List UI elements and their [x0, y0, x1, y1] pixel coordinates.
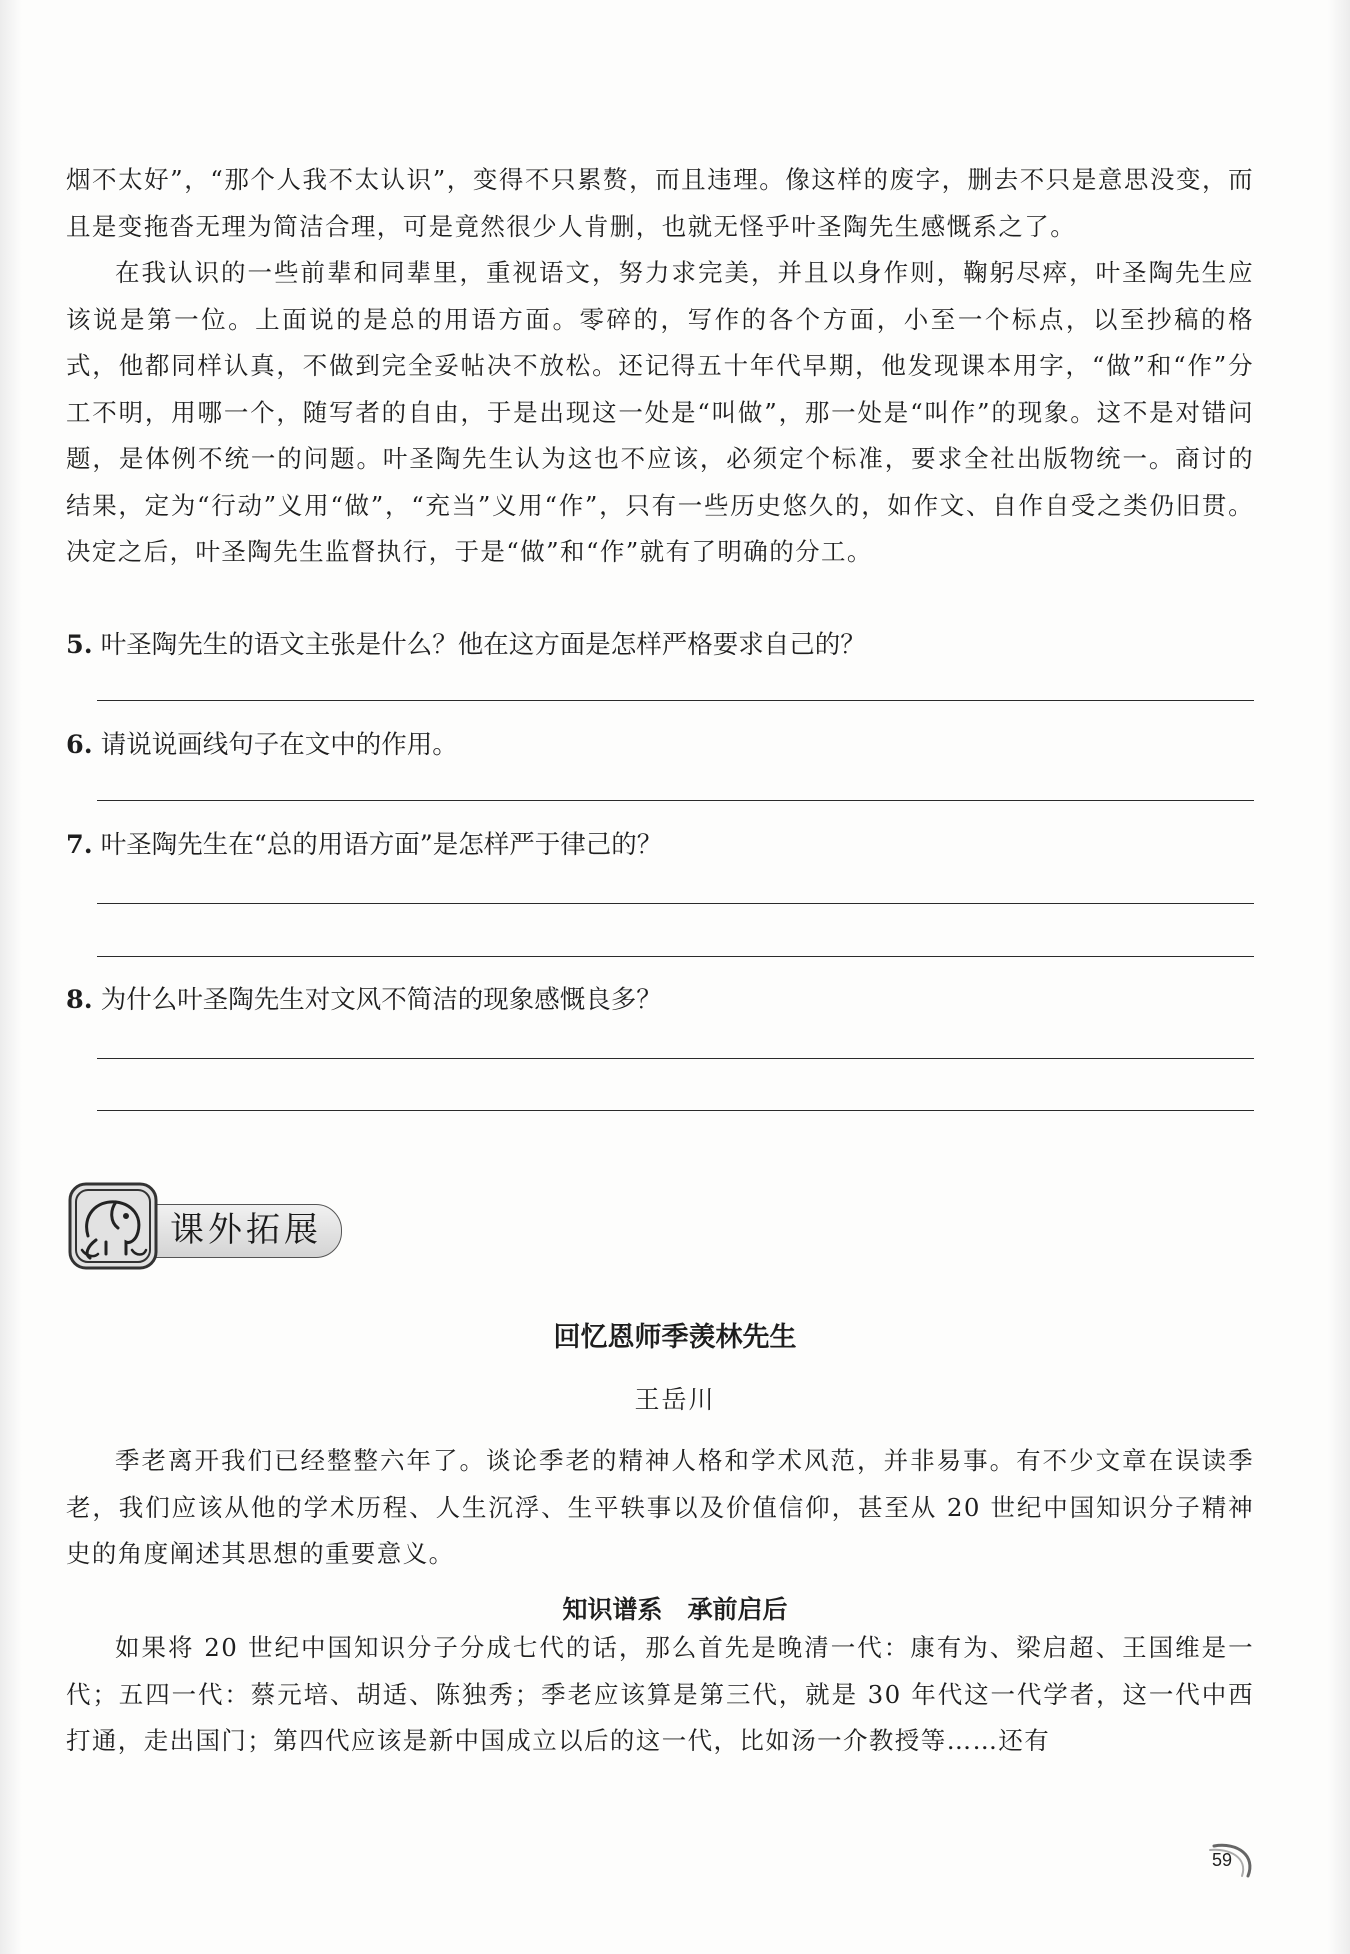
elephant-icon	[66, 1180, 160, 1272]
question-number: 7.	[66, 830, 93, 860]
section-badge	[66, 1180, 346, 1272]
question-5	[66, 628, 1266, 662]
page-edge-shadow-left	[0, 0, 22, 1954]
question-text: 叶圣陶先生在“总的用语方面”是怎样严于律己的？	[100, 830, 663, 860]
answer-line[interactable]	[97, 700, 1254, 701]
page-number	[1208, 1840, 1258, 1880]
section-badge-label: 课外拓展	[170, 1210, 322, 1250]
article-author: 王岳川	[634, 1385, 716, 1414]
question-number: 6.	[66, 730, 93, 760]
article-intro-paragraph: 季老离开我们已经整整六年了。谈论季老的精神人格和学术风范，并非易事。有不少文章在误读季老，我们应该从他的学术历程、人生沉浮、生平轶事以及价值信仰，甚至从 20 世纪中国知识分子精神史的角度阐述其思想的重要意义。	[66, 1446, 1254, 1568]
answer-line[interactable]	[97, 903, 1254, 904]
question-6	[66, 728, 1266, 762]
article-title: 回忆恩师季羡林先生	[553, 1322, 797, 1353]
article-body-paragraph: 如果将 20 世纪中国知识分子分成七代的话，那么首先是晚清一代：康有为、梁启超、王国维是一代；五四一代：蔡元培、胡适、陈独秀；季老应该算是第三代，就是 30 年代这一代学者，这一代中西打通，走出国门；第四代应该是新中国成立以后的这一代，比如汤一介教授等……还有	[66, 1633, 1254, 1755]
question-7	[66, 828, 1266, 862]
reading-paragraph-continued: 烟不太好”，“那个人我不太认识”，变得不只累赘，而且违理。像这样的废字，删去不只是意思没变，而且是变拖沓无理为简洁合理，可是竟然很少人肯删，也就无怪乎叶圣陶先生感慨系之了。	[66, 165, 1254, 241]
answer-line[interactable]	[97, 800, 1254, 801]
question-number: 8.	[66, 985, 93, 1015]
reading-paragraph: 在我认识的一些前辈和同辈里，重视语文，努力求完美，并且以身作则，鞠躬尽瘁，叶圣陶先生应该说是第一位。上面说的是总的用语方面。零碎的，写作的各个方面，小至一个标点，以至抄稿的格式，他都同样认真，不做到完全妥帖决不放松。还记得五十年代早期，他发现课本用字，“做”和“作”分工不明，用哪一个，随写者的自由，于是出现这一处是“叫做”，那一处是“叫作”的现象。这不是对错问题，是体例不统一的问题。叶圣陶先生认为这也不应该，必须定个标准，要求全社出版物统一。商讨的结果，定为“行动”义用“做”，“充当”义用“作”，只有一些历史悠久的，如作文、自作自受之类仍旧贯。决定之后，叶圣陶先生监督执行，于是“做”和“作”就有了明确的分工。	[66, 258, 1254, 566]
question-8	[66, 983, 1266, 1017]
answer-line[interactable]	[97, 956, 1254, 957]
article-subheading: 知识谱系 承前启后	[562, 1595, 788, 1624]
answer-line[interactable]	[97, 1110, 1254, 1111]
question-number: 5.	[66, 630, 93, 660]
question-text: 为什么叶圣陶先生对文风不简洁的现象感慨良多？	[100, 985, 662, 1015]
question-text: 请说说画线句子在文中的作用。	[100, 730, 458, 760]
page-number-label: 59	[1212, 1850, 1233, 1870]
question-text: 叶圣陶先生的语文主张是什么？他在这方面是怎样严格要求自己的？	[100, 630, 866, 660]
page-edge-shadow-right	[1328, 0, 1350, 1954]
answer-line[interactable]	[97, 1058, 1254, 1059]
